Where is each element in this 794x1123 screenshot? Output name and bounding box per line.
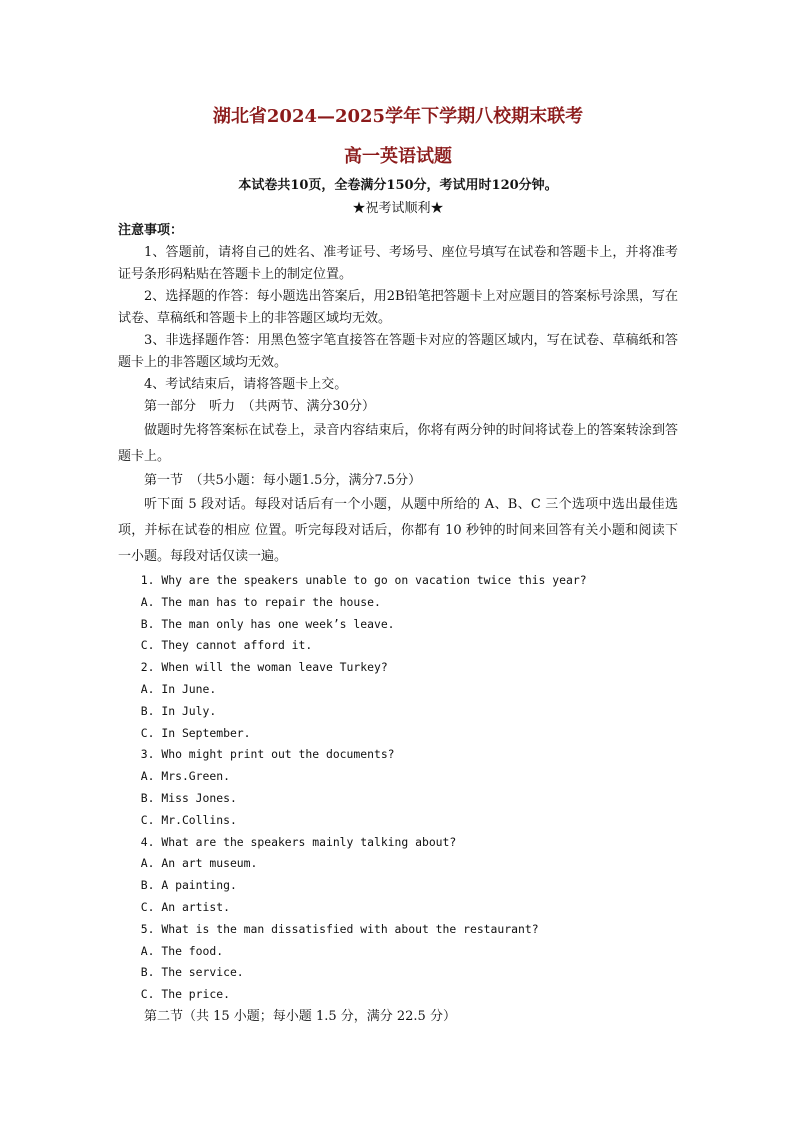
question-stem: 5. What is the man dissatisfied with about the restaurant?: [140, 921, 539, 936]
section2-heading: 第二节（共 15 小题；每小题 1.5 分，满分 22.5 分）: [144, 1008, 456, 1024]
answer-option: A. The man has to repair the house.: [140, 594, 381, 609]
answer-option: C. An artist.: [140, 899, 230, 914]
notice-item: 3、非选择题作答：用黑色签字笔直接答在答题卡对应的答题区域内，写在试卷、草稿纸和答题卡上的非答题区域均无效。: [118, 333, 678, 370]
answer-option: B. The man only has one week’s leave.: [140, 616, 395, 631]
question-stem: 2. When will the woman leave Turkey?: [140, 660, 388, 675]
notice-item: 1、答题前，请将自己的姓名、准考证号、考场号、座位号填写在试卷和答题卡上，并将准考证号条形码粘贴在答题卡上的制定位置。: [118, 245, 678, 282]
exam-info: 本试卷共10页，全卷满分150分，考试用时120分钟。: [238, 178, 558, 193]
notice-title: 注意事项：: [118, 223, 184, 238]
answer-option: B. In July.: [140, 703, 217, 718]
answer-option: C. In September.: [140, 725, 251, 740]
question-stem: 1. Why are the speakers unable to go on vacation twice this year?: [140, 573, 587, 587]
answer-option: A. The food.: [140, 943, 224, 958]
part1-intro: 做题时先将答案标在试卷上，录音内容结束后，你将有两分钟的时间将试卷上的答案转涂到答题卡上。: [118, 423, 678, 464]
answer-option: B. The service.: [140, 965, 244, 980]
answer-option: A. Mrs.Green.: [140, 769, 230, 784]
notice-item: 2、选择题的作答：每小题选出答案后，用2B铅笔把答题卡上对应题目的答案标号涂黑，写在试卷、草稿纸和答题卡上的非答题区域均无效。: [118, 289, 678, 326]
subject-title: 高一英语试题: [344, 146, 452, 167]
exam-title: 湖北省2024—2025学年下学期八校期末联考: [212, 106, 584, 127]
question-stem: 4. What are the speakers mainly talking about?: [140, 834, 457, 849]
exam-wish: ★祝考试顺利★: [352, 201, 444, 216]
answer-option: C. The price.: [140, 987, 230, 1002]
question-stem: 3. Who might print out the documents?: [140, 747, 395, 762]
exam-page: [118, 100, 678, 1028]
answer-option: C. Mr.Collins.: [140, 812, 237, 827]
answer-option: A. An art museum.: [140, 856, 258, 871]
answer-option: A. In June.: [140, 681, 217, 696]
answer-option: C. They cannot afford it.: [140, 638, 313, 653]
section1-heading: 第一节 （共5小题：每小题1.5分，满分7.5分）: [144, 473, 422, 488]
notice-item: 4、考试结束后，请将答题卡上交。: [144, 377, 348, 392]
part1-heading: 第一部分 听力 （共两节、满分30分）: [144, 399, 376, 414]
answer-option: B. Miss Jones.: [140, 790, 237, 805]
answer-option: B. A painting.: [140, 878, 237, 893]
section1-intro: 听下面 5 段对话。每段对话后有一个小题，从题中所给的 A、B、C 三个选项中选出最佳选项，并标在试卷的相应 位置。听完每段对话后，你都有 10 秒钟的时间来回答有关小题和阅读下一小题。每段对话仅读一遍。: [118, 497, 678, 564]
